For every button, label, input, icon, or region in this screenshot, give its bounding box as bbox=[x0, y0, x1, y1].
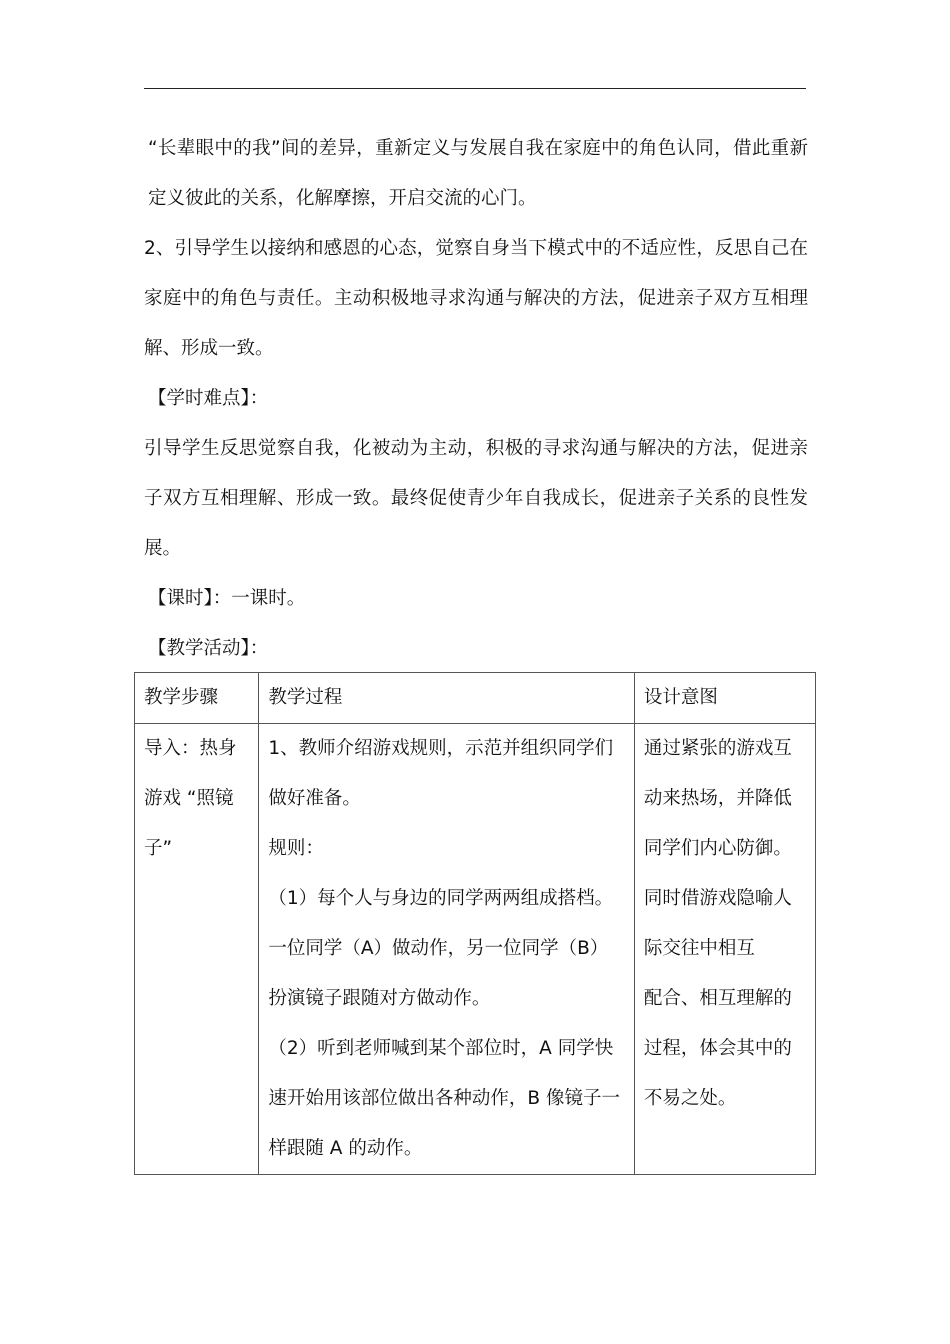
header-intent: 设计意图 bbox=[634, 673, 815, 724]
intent-part-1: 通过紧张的游戏互动来热场，并降低同学们内心防御。同时借游戏隐喻人际交往中相互 bbox=[643, 738, 792, 959]
header-rule bbox=[144, 88, 806, 89]
difficulty-text: 引导学生反思觉察自我，化被动为主动，积极的寻求沟通与解决的方法，促进亲子双方互相理解、形成一致。最终促使青少年自我成长，促进亲子关系的良性发展。 bbox=[144, 438, 808, 559]
teaching-activity-table bbox=[134, 672, 816, 1175]
cell-step bbox=[135, 724, 259, 1175]
table-header-row bbox=[135, 673, 816, 724]
header-process: 教学过程 bbox=[259, 673, 634, 724]
intent-part-2: 配合、相互理解的过程，体会其中的不易之处。 bbox=[643, 988, 792, 1109]
table-row bbox=[135, 724, 816, 1175]
process-rules-label: 规则： bbox=[268, 838, 324, 859]
paragraph-objective-2: 2、引导学生以接纳和感恩的心态，觉察自身当下模式中的不适应性，反思自己在家庭中的角色与责任。主动积极地寻求沟通与解决的方法，促进亲子双方互相理解、形成一致。 bbox=[144, 238, 808, 359]
cell-process bbox=[259, 724, 634, 1175]
period-line: 【课时】：一课时。 bbox=[148, 588, 306, 609]
step-text: 导入：热身游戏 “照镜子” bbox=[144, 738, 237, 859]
process-rule-1: （1）每个人与身边的同学两两组成搭档。一位同学（A）做动作，另一位同学（B）扮演镜子跟随对方做动作。 bbox=[268, 888, 614, 1009]
document-body bbox=[144, 124, 808, 674]
cell-intent bbox=[634, 724, 815, 1175]
process-item-1: 1、教师介绍游戏规则，示范并组织同学们做好准备。 bbox=[268, 738, 614, 809]
difficulty-heading: 【学时难点】： bbox=[148, 388, 269, 409]
header-step: 教学步骤 bbox=[135, 673, 259, 724]
activity-heading: 【教学活动】： bbox=[148, 638, 269, 659]
paragraph-objective-1-continued: “长辈眼中的我”间的差异，重新定义与发展自我在家庭中的角色认同，借此重新定义彼此的关系，化解摩擦，开启交流的心门。 bbox=[148, 138, 808, 209]
process-rule-2: （2）听到老师喊到某个部位时，A 同学快速开始用该部位做出各种动作，B 像镜子一样跟随 A 的动作。 bbox=[268, 1038, 620, 1159]
